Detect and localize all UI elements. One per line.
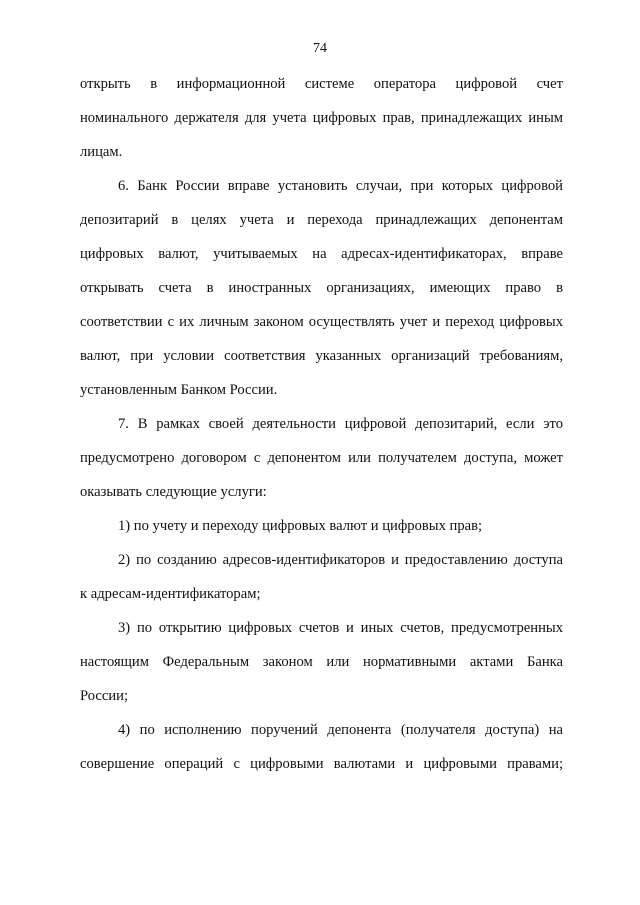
text-line: 1) по учету и переходу цифровых валют и цифровых прав; (118, 518, 483, 534)
text-line: 2) по созданию адресов-идентификаторов и предоставлению доступа (118, 552, 563, 568)
text-line: цифровых валют, учитываемых на адресах-идентификаторах, вправе (80, 246, 563, 262)
text-line: открывать счета в иностранных организациях, имеющих право в (80, 280, 563, 296)
paragraph-item-7 (80, 407, 563, 509)
text-line: к адресам-идентификаторам; (80, 586, 261, 602)
text-line: депозитарий в целях учета и перехода принадлежащих депонентам (80, 212, 563, 228)
text-line: валют, при условии соответствия указанных организаций требованиям, (80, 348, 563, 364)
text-line: предусмотрено договором с депонентом или получателем доступа, может (80, 450, 563, 466)
text-line: оказывать следующие услуги: (80, 484, 267, 500)
text-line: соответствии с их личным законом осуществлять учет и переход цифровых (80, 314, 563, 330)
text-line: 6. Банк России вправе установить случаи, при которых цифровой (118, 178, 563, 194)
text-line: установленным Банком России. (80, 382, 278, 398)
paragraph-continuation (80, 67, 563, 169)
text-line: лицам. (80, 144, 123, 160)
list-item-1 (80, 509, 563, 543)
text-line: совершение операций с цифровыми валютами и цифровыми правами; (80, 756, 563, 772)
list-item-4 (80, 713, 563, 781)
text-line: открыть в информационной системе оператора цифровой счет (80, 76, 563, 92)
text-line: России; (80, 688, 129, 704)
list-item-2 (80, 543, 563, 611)
page-number: 74 (313, 41, 327, 56)
text-line: 4) по исполнению поручений депонента (получателя доступа) на (118, 722, 563, 738)
paragraph-item-6 (80, 169, 563, 407)
text-line: 7. В рамках своей деятельности цифровой депозитарий, если это (118, 416, 563, 432)
text-line: 3) по открытию цифровых счетов и иных счетов, предусмотренных (118, 620, 563, 636)
text-line: номинального держателя для учета цифровых прав, принадлежащих иным (80, 110, 563, 126)
document-body (80, 67, 563, 781)
text-line: настоящим Федеральным законом или нормативными актами Банка (80, 654, 563, 670)
list-item-3 (80, 611, 563, 713)
